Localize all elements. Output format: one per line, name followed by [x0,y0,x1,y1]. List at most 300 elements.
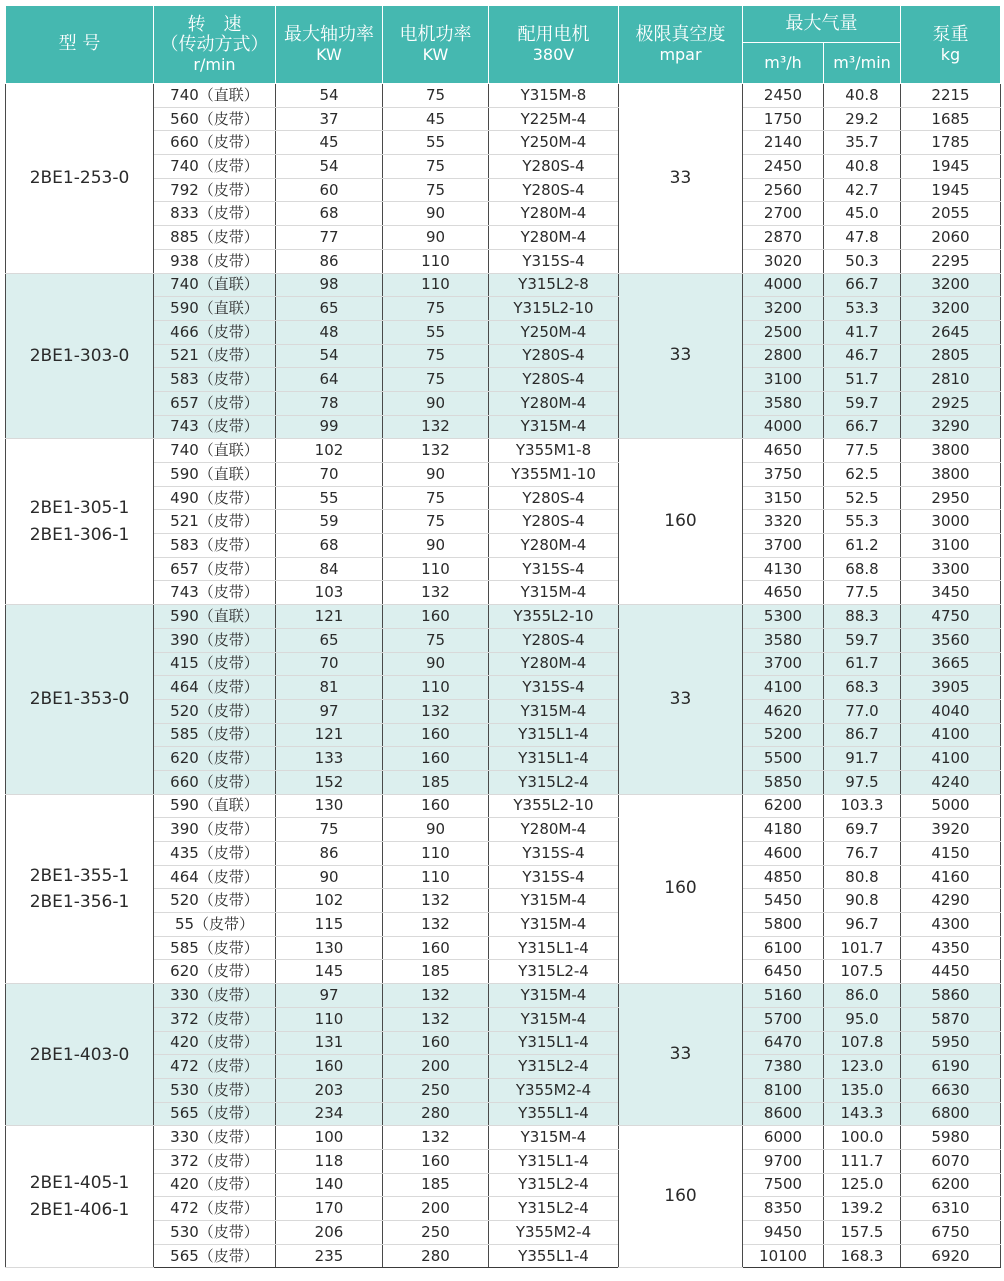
header-vacuum: 极限真空度 mpar [619,6,743,84]
table-row [6,439,1001,463]
weight-cell: 4100 [901,723,1001,747]
airflow-h-cell: 7380 [743,1055,824,1079]
motor-power-cell: 132 [383,913,489,937]
table-row [6,368,1001,392]
motor-power-cell: 132 [383,439,489,463]
speed-cell: 740（直联） [154,439,276,463]
speed-cell: 620（皮带） [154,747,276,771]
motor-power-cell: 90 [383,463,489,487]
table-row [6,320,1001,344]
airflow-h-cell: 4600 [743,842,824,866]
speed-cell: 521（皮带） [154,344,276,368]
table-row [6,391,1001,415]
airflow-min-cell: 59.7 [824,628,901,652]
speed-cell: 660（皮带） [154,131,276,155]
motor-cell: Y315L2-4 [489,770,619,794]
shaft-power-cell: 86 [276,842,383,866]
airflow-h-cell: 6100 [743,936,824,960]
airflow-h-cell: 2500 [743,320,824,344]
motor-cell: Y280S-4 [489,486,619,510]
airflow-h-cell: 2560 [743,178,824,202]
airflow-h-cell: 8350 [743,1197,824,1221]
speed-cell: 583（皮带） [154,368,276,392]
airflow-h-cell: 3020 [743,249,824,273]
motor-power-cell: 90 [383,391,489,415]
airflow-min-cell: 157.5 [824,1221,901,1245]
motor-power-cell: 75 [383,486,489,510]
speed-cell: 420（皮带） [154,1031,276,1055]
motor-cell: Y225M-4 [489,107,619,131]
weight-cell: 4350 [901,936,1001,960]
airflow-min-cell: 62.5 [824,463,901,487]
speed-cell: 590（直联） [154,297,276,321]
vacuum-cell: 33 [619,273,743,439]
motor-power-cell: 75 [383,368,489,392]
header-airflow-per-hour: m³/h [743,43,824,84]
header-shaft-power: 最大轴功率 KW [276,6,383,84]
speed-cell: 792（皮带） [154,178,276,202]
airflow-h-cell: 3580 [743,391,824,415]
airflow-min-cell: 97.5 [824,770,901,794]
airflow-min-cell: 59.7 [824,391,901,415]
motor-power-cell: 160 [383,794,489,818]
motor-cell: Y315S-4 [489,557,619,581]
speed-cell: 530（皮带） [154,1078,276,1102]
weight-cell: 1945 [901,155,1001,179]
table-row [6,889,1001,913]
airflow-min-cell: 40.8 [824,155,901,179]
airflow-h-cell: 4180 [743,818,824,842]
motor-power-cell: 75 [383,84,489,108]
motor-power-cell: 75 [383,178,489,202]
airflow-h-cell: 8100 [743,1078,824,1102]
speed-cell: 885（皮带） [154,226,276,250]
motor-power-cell: 90 [383,202,489,226]
airflow-h-cell: 6450 [743,960,824,984]
airflow-h-cell: 5850 [743,770,824,794]
airflow-min-cell: 86.7 [824,723,901,747]
table-row [6,605,1001,629]
airflow-h-cell: 5200 [743,723,824,747]
airflow-h-cell: 3200 [743,297,824,321]
motor-power-cell: 75 [383,155,489,179]
weight-cell: 6310 [901,1197,1001,1221]
pump-spec-table [5,5,1001,1268]
shaft-power-cell: 55 [276,486,383,510]
table-row [6,1031,1001,1055]
motor-cell: Y315L2-8 [489,273,619,297]
weight-cell: 4300 [901,913,1001,937]
motor-cell: Y355L2-10 [489,794,619,818]
motor-power-cell: 132 [383,1126,489,1150]
table-body [6,84,1001,1268]
motor-power-cell: 132 [383,699,489,723]
speed-cell: 585（皮带） [154,723,276,747]
airflow-h-cell: 2700 [743,202,824,226]
table-row [6,534,1001,558]
airflow-h-cell: 4000 [743,273,824,297]
model-cell [6,1126,154,1268]
shaft-power-cell: 86 [276,249,383,273]
speed-cell: 521（皮带） [154,510,276,534]
header-motor-power: 电机功率 KW [383,6,489,84]
motor-cell: Y315M-4 [489,415,619,439]
airflow-min-cell: 96.7 [824,913,901,937]
motor-cell: Y315L1-4 [489,1149,619,1173]
model-cell [6,794,154,984]
speed-cell: 372（皮带） [154,1149,276,1173]
shaft-power-cell: 130 [276,794,383,818]
motor-cell: Y315S-4 [489,249,619,273]
airflow-h-cell: 4650 [743,439,824,463]
motor-cell: Y315M-4 [489,984,619,1008]
speed-cell: 55（皮带） [154,913,276,937]
airflow-min-cell: 86.0 [824,984,901,1008]
weight-cell: 3200 [901,297,1001,321]
motor-cell: Y280M-4 [489,534,619,558]
motor-cell: Y315S-4 [489,842,619,866]
model-cell [6,273,154,439]
weight-cell: 1685 [901,107,1001,131]
speed-cell: 657（皮带） [154,391,276,415]
table-row [6,984,1001,1008]
airflow-h-cell: 8600 [743,1102,824,1126]
motor-cell: Y315S-4 [489,676,619,700]
table-row [6,1221,1001,1245]
speed-cell: 657（皮带） [154,557,276,581]
motor-cell: Y280M-4 [489,226,619,250]
shaft-power-cell: 98 [276,273,383,297]
table-row [6,415,1001,439]
weight-cell: 6190 [901,1055,1001,1079]
motor-cell: Y250M-4 [489,131,619,155]
airflow-min-cell: 77.0 [824,699,901,723]
weight-cell: 4290 [901,889,1001,913]
weight-cell: 3905 [901,676,1001,700]
weight-cell: 3665 [901,652,1001,676]
speed-cell: 585（皮带） [154,936,276,960]
table-row [6,1078,1001,1102]
shaft-power-cell: 48 [276,320,383,344]
weight-cell: 3100 [901,534,1001,558]
shaft-power-cell: 37 [276,107,383,131]
speed-cell: 472（皮带） [154,1197,276,1221]
airflow-min-cell: 77.5 [824,581,901,605]
airflow-min-cell: 107.5 [824,960,901,984]
motor-cell: Y315L1-4 [489,936,619,960]
shaft-power-cell: 115 [276,913,383,937]
airflow-min-cell: 88.3 [824,605,901,629]
motor-power-cell: 110 [383,676,489,700]
motor-cell: Y355L2-10 [489,605,619,629]
shaft-power-cell: 59 [276,510,383,534]
motor-cell: Y315S-4 [489,865,619,889]
weight-cell: 2645 [901,320,1001,344]
table-row [6,202,1001,226]
shaft-power-cell: 160 [276,1055,383,1079]
shaft-power-cell: 102 [276,889,383,913]
airflow-h-cell: 3700 [743,534,824,558]
airflow-min-cell: 103.3 [824,794,901,818]
table-row [6,1149,1001,1173]
airflow-min-cell: 125.0 [824,1173,901,1197]
shaft-power-cell: 78 [276,391,383,415]
weight-cell: 4750 [901,605,1001,629]
header-motor: 配用电机 380V [489,6,619,84]
weight-cell: 3450 [901,581,1001,605]
airflow-min-cell: 61.2 [824,534,901,558]
airflow-h-cell: 3100 [743,368,824,392]
airflow-h-cell: 5500 [743,747,824,771]
motor-power-cell: 132 [383,415,489,439]
motor-cell: Y315L1-4 [489,747,619,771]
airflow-h-cell: 5800 [743,913,824,937]
airflow-h-cell: 9700 [743,1149,824,1173]
motor-cell: Y280M-4 [489,652,619,676]
motor-power-cell: 90 [383,652,489,676]
airflow-h-cell: 1750 [743,107,824,131]
shaft-power-cell: 100 [276,1126,383,1150]
airflow-h-cell: 6200 [743,794,824,818]
shaft-power-cell: 65 [276,297,383,321]
airflow-min-cell: 168.3 [824,1244,901,1268]
airflow-min-cell: 50.3 [824,249,901,273]
motor-cell: Y315M-4 [489,913,619,937]
airflow-h-cell: 2140 [743,131,824,155]
shaft-power-cell: 145 [276,960,383,984]
motor-cell: Y315M-8 [489,84,619,108]
speed-cell: 464（皮带） [154,865,276,889]
shaft-power-cell: 170 [276,1197,383,1221]
airflow-min-cell: 61.7 [824,652,901,676]
airflow-min-cell: 40.8 [824,84,901,108]
shaft-power-cell: 68 [276,534,383,558]
speed-cell: 590（直联） [154,605,276,629]
airflow-h-cell: 3580 [743,628,824,652]
vacuum-cell: 33 [619,984,743,1126]
airflow-min-cell: 45.0 [824,202,901,226]
airflow-min-cell: 139.2 [824,1197,901,1221]
airflow-min-cell: 55.3 [824,510,901,534]
airflow-h-cell: 5700 [743,1007,824,1031]
airflow-min-cell: 69.7 [824,818,901,842]
airflow-min-cell: 143.3 [824,1102,901,1126]
airflow-min-cell: 100.0 [824,1126,901,1150]
shaft-power-cell: 84 [276,557,383,581]
motor-power-cell: 280 [383,1244,489,1268]
table-row [6,770,1001,794]
motor-power-cell: 110 [383,557,489,581]
motor-power-cell: 110 [383,865,489,889]
model-name: 2BE1-355-1 [29,865,130,886]
shaft-power-cell: 97 [276,699,383,723]
model-name: 2BE1-405-1 [29,1173,130,1194]
motor-cell: Y315L2-4 [489,1055,619,1079]
table-row [6,1126,1001,1150]
speed-cell: 660（皮带） [154,770,276,794]
airflow-min-cell: 52.5 [824,486,901,510]
airflow-min-cell: 135.0 [824,1078,901,1102]
weight-cell: 2215 [901,84,1001,108]
motor-cell: Y280M-4 [489,818,619,842]
airflow-min-cell: 91.7 [824,747,901,771]
header-speed: 转 速 （传动方式） r/min [154,6,276,84]
table-row [6,155,1001,179]
motor-cell: Y280S-4 [489,628,619,652]
motor-power-cell: 160 [383,1149,489,1173]
speed-cell: 520（皮带） [154,889,276,913]
motor-power-cell: 132 [383,1007,489,1031]
table-row [6,628,1001,652]
weight-cell: 2950 [901,486,1001,510]
motor-power-cell: 90 [383,534,489,558]
table-row [6,699,1001,723]
motor-power-cell: 200 [383,1197,489,1221]
weight-cell: 4450 [901,960,1001,984]
shaft-power-cell: 75 [276,818,383,842]
motor-cell: Y355M1-10 [489,463,619,487]
motor-cell: Y315L2-10 [489,297,619,321]
vacuum-cell: 33 [619,84,743,274]
header-airflow: 最大气量 [743,6,901,43]
weight-cell: 4160 [901,865,1001,889]
table-row [6,131,1001,155]
weight-cell: 6920 [901,1244,1001,1268]
shaft-power-cell: 54 [276,344,383,368]
table-header [6,6,1001,84]
weight-cell: 2295 [901,249,1001,273]
weight-cell: 3920 [901,818,1001,842]
motor-power-cell: 90 [383,818,489,842]
motor-power-cell: 110 [383,273,489,297]
table-row [6,226,1001,250]
airflow-h-cell: 5300 [743,605,824,629]
header-model: 型 号 [6,6,154,84]
shaft-power-cell: 121 [276,723,383,747]
table-row [6,178,1001,202]
airflow-min-cell: 42.7 [824,178,901,202]
weight-cell: 2810 [901,368,1001,392]
airflow-h-cell: 4850 [743,865,824,889]
airflow-h-cell: 3750 [743,463,824,487]
speed-cell: 938（皮带） [154,249,276,273]
speed-cell: 330（皮带） [154,984,276,1008]
shaft-power-cell: 130 [276,936,383,960]
weight-cell: 6070 [901,1149,1001,1173]
motor-cell: Y315M-4 [489,699,619,723]
table-row [6,676,1001,700]
motor-power-cell: 110 [383,249,489,273]
weight-cell: 4100 [901,747,1001,771]
motor-power-cell: 75 [383,344,489,368]
motor-power-cell: 75 [383,628,489,652]
motor-cell: Y280S-4 [489,178,619,202]
motor-cell: Y280S-4 [489,510,619,534]
airflow-min-cell: 95.0 [824,1007,901,1031]
airflow-min-cell: 80.8 [824,865,901,889]
motor-cell: Y355M1-8 [489,439,619,463]
shaft-power-cell: 81 [276,676,383,700]
shaft-power-cell: 131 [276,1031,383,1055]
table-row [6,581,1001,605]
model-name: 2BE1-356-1 [29,891,130,912]
motor-cell: Y315L2-4 [489,960,619,984]
weight-cell: 2060 [901,226,1001,250]
speed-cell: 466（皮带） [154,320,276,344]
airflow-min-cell: 29.2 [824,107,901,131]
speed-cell: 372（皮带） [154,1007,276,1031]
airflow-min-cell: 47.8 [824,226,901,250]
shaft-power-cell: 110 [276,1007,383,1031]
motor-cell: Y280S-4 [489,344,619,368]
weight-cell: 4150 [901,842,1001,866]
motor-power-cell: 132 [383,889,489,913]
weight-cell: 2055 [901,202,1001,226]
airflow-min-cell: 101.7 [824,936,901,960]
motor-power-cell: 160 [383,747,489,771]
motor-cell: Y315L2-4 [489,1197,619,1221]
vacuum-cell: 160 [619,1126,743,1268]
shaft-power-cell: 203 [276,1078,383,1102]
airflow-min-cell: 66.7 [824,273,901,297]
shaft-power-cell: 206 [276,1221,383,1245]
table-row [6,1007,1001,1031]
airflow-h-cell: 3320 [743,510,824,534]
airflow-min-cell: 90.8 [824,889,901,913]
airflow-min-cell: 35.7 [824,131,901,155]
motor-power-cell: 75 [383,510,489,534]
table-row [6,842,1001,866]
model-name: 2BE1-353-0 [29,689,130,710]
vacuum-cell: 33 [619,605,743,795]
speed-cell: 740（皮带） [154,155,276,179]
motor-cell: Y315L1-4 [489,723,619,747]
airflow-h-cell: 2450 [743,84,824,108]
table-row [6,1173,1001,1197]
shaft-power-cell: 77 [276,226,383,250]
motor-cell: Y355L1-4 [489,1102,619,1126]
table-row [6,463,1001,487]
shaft-power-cell: 234 [276,1102,383,1126]
motor-power-cell: 160 [383,723,489,747]
airflow-h-cell: 10100 [743,1244,824,1268]
speed-cell: 620（皮带） [154,960,276,984]
shaft-power-cell: 70 [276,463,383,487]
weight-cell: 3200 [901,273,1001,297]
motor-cell: Y315M-4 [489,1007,619,1031]
motor-cell: Y250M-4 [489,320,619,344]
airflow-min-cell: 123.0 [824,1055,901,1079]
weight-cell: 3000 [901,510,1001,534]
motor-power-cell: 132 [383,984,489,1008]
table-row [6,273,1001,297]
table-row [6,1102,1001,1126]
motor-power-cell: 55 [383,320,489,344]
airflow-min-cell: 107.8 [824,1031,901,1055]
speed-cell: 583（皮带） [154,534,276,558]
table-row [6,107,1001,131]
weight-cell: 5950 [901,1031,1001,1055]
airflow-h-cell: 4620 [743,699,824,723]
weight-cell: 6200 [901,1173,1001,1197]
shaft-power-cell: 90 [276,865,383,889]
airflow-h-cell: 3150 [743,486,824,510]
shaft-power-cell: 152 [276,770,383,794]
speed-cell: 464（皮带） [154,676,276,700]
weight-cell: 3800 [901,439,1001,463]
model-cell [6,84,154,274]
speed-cell: 472（皮带） [154,1055,276,1079]
